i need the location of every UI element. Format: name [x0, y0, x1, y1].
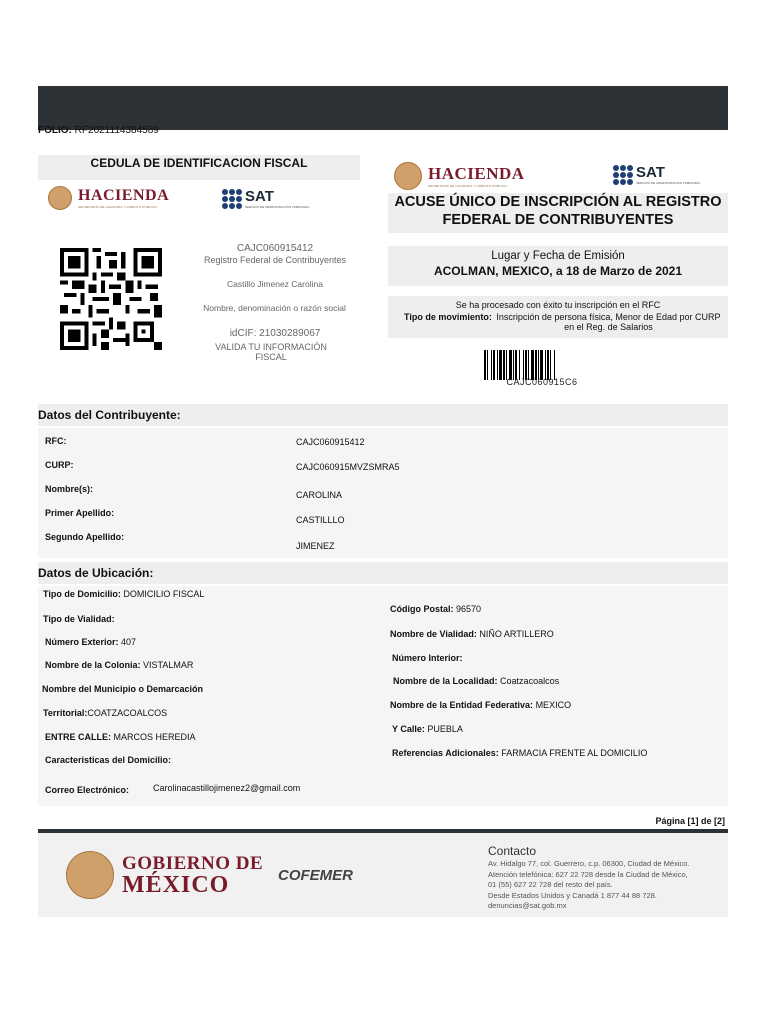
localidad: Nombre de la Localidad: Coatzacoalcos	[393, 676, 560, 686]
rfc-value: CAJC060915412	[296, 437, 365, 447]
cedula-rfc: CAJC060915412	[236, 243, 314, 254]
rfc-label: RFC:	[45, 436, 67, 446]
curp-label: CURP:	[45, 460, 74, 470]
lugar-fecha-box	[388, 246, 728, 286]
ubicacion-panel	[38, 586, 728, 806]
y-calle: Y Calle: PUEBLA	[392, 724, 463, 734]
procesado-text: Se ha procesado con éxito tu inscripción en el RFC	[455, 300, 661, 310]
qr-code	[58, 248, 164, 350]
numero-exterior: Número Exterior: 407	[45, 637, 137, 647]
municipio: Nombre del Municipio o Demarcación	[42, 684, 204, 694]
cedula-title: CEDULA DE IDENTIFICACION FISCAL	[38, 155, 360, 180]
hacienda-logo-right: HACIENDA SECRETARÍA DE HACIENDA Y CRÉDITO PÚBLICO	[394, 162, 525, 190]
ubicacion-heading: Datos de Ubicación:	[38, 562, 728, 584]
seal-icon	[48, 186, 72, 210]
cedula-nombre: Castillo Jimenez Carolina	[227, 279, 323, 289]
contacto-title: Contacto	[488, 844, 537, 858]
lugar-value: ACOLMAN, MEXICO, a 18 de Marzo de 2021	[433, 264, 683, 278]
valida-info: VALIDA TU INFORMACIÓN FISCAL	[215, 342, 327, 362]
page-number: Página [1] de [2]	[655, 816, 725, 826]
barcode-text: CAJC060915C6	[506, 377, 578, 387]
segundo-apellido-label: Segundo Apellido:	[45, 532, 125, 542]
entre-calle: ENTRE CALLE: MARCOS HEREDIA	[45, 732, 196, 742]
colonia: Nombre de la Colonia: VISTALMAR	[45, 660, 194, 670]
header-bar	[38, 86, 728, 130]
sat-logo-right: SAT SERVICIO DE ADMINISTRACIÓN TRIBUTARIA	[613, 164, 700, 185]
sat-logo: SAT SERVICIO DE ADMINISTRACIÓN TRIBUTARIA	[222, 188, 309, 209]
numero-interior: Número Interior:	[392, 653, 463, 663]
contacto-email[interactable]: denuncias@sat.gob.mx	[488, 901, 567, 910]
sat-dots-icon	[222, 189, 242, 209]
hacienda-logo: HACIENDA SECRETARÍA DE HACIENDA Y CRÉDITO PÚBLICO	[48, 186, 169, 210]
procesado-box	[388, 296, 728, 338]
referencias: Referencias Adicionales: FARMACIA FRENTE AL DOMICILIO	[392, 748, 648, 758]
idcif: idCIF: 21030289067	[229, 328, 321, 339]
tipo-mov-label: Tipo de movimiento:	[404, 312, 492, 322]
contribuyente-heading: Datos del Contribuyente:	[38, 404, 728, 426]
seal-icon	[394, 162, 422, 190]
registro-label: Registro Federal de Contribuyentes	[203, 255, 347, 265]
lugar-label: Lugar y Fecha de Emisión	[491, 250, 625, 262]
correo-label: Correo Electrónico:	[45, 785, 130, 795]
segundo-apellido-value: JIMENEZ	[296, 541, 335, 551]
footer	[38, 833, 728, 917]
codigo-postal: Código Postal: 96570	[390, 604, 482, 614]
folio: FOLIO: RF2021114384589	[38, 126, 159, 135]
territorial: Territorial:COATZACOALCOS	[43, 708, 168, 718]
contribuyente-panel	[38, 428, 728, 558]
cofemer-logo: COFEMER	[278, 867, 353, 884]
tipo-vialidad: Tipo de Vialidad:	[43, 614, 115, 624]
nombre-label: Nombre(s):	[45, 484, 94, 494]
escudo-nacional-icon	[66, 851, 114, 899]
nombre-vialidad: Nombre de Vialidad: NIÑO ARTILLERO	[390, 629, 554, 639]
primer-apellido-value: CASTILLLO	[296, 515, 345, 525]
nombre-label: Nombre, denominación o razón social	[203, 303, 346, 313]
sat-dots-icon	[613, 165, 633, 185]
gobierno-line2: MÉXICO	[122, 872, 230, 898]
nombre-value: CAROLINA	[296, 490, 343, 500]
tipo-domicilio: Tipo de Domicilio: DOMICILIO FISCAL	[43, 589, 205, 599]
correo-value: Carolinacastillojimenez2@gmail.com	[153, 783, 301, 793]
entidad-federativa: Nombre de la Entidad Federativa: MEXICO	[390, 700, 572, 710]
contacto-lines: Av. Hidalgo 77, col. Guerrero, c.p. 06300, Ciudad de México. Atención telefónica: 627 22 728 desde la Ciudad de México, 01 (55) 627 22 728 del resto del país. Desde Estados Unidos y Canadá 1 877 44 88 728. denuncias@sat.gob.mx	[488, 859, 690, 910]
caracteristicas: Caracteristicas del Domicilio:	[45, 755, 172, 765]
gobierno-line1: GOBIERNO DE	[122, 853, 264, 874]
acuse-title: ACUSE ÚNICO DE INSCRIPCIÓN AL REGISTRO FEDERAL DE CONTRIBUYENTES	[388, 193, 728, 233]
curp-value: CAJC060915MVZSMRA5	[296, 462, 400, 472]
tipo-mov-value: Inscripción de persona física, Menor de Edad por CURP en el Reg. de Salarios	[496, 312, 721, 332]
primer-apellido-label: Primer Apellido:	[45, 508, 115, 518]
